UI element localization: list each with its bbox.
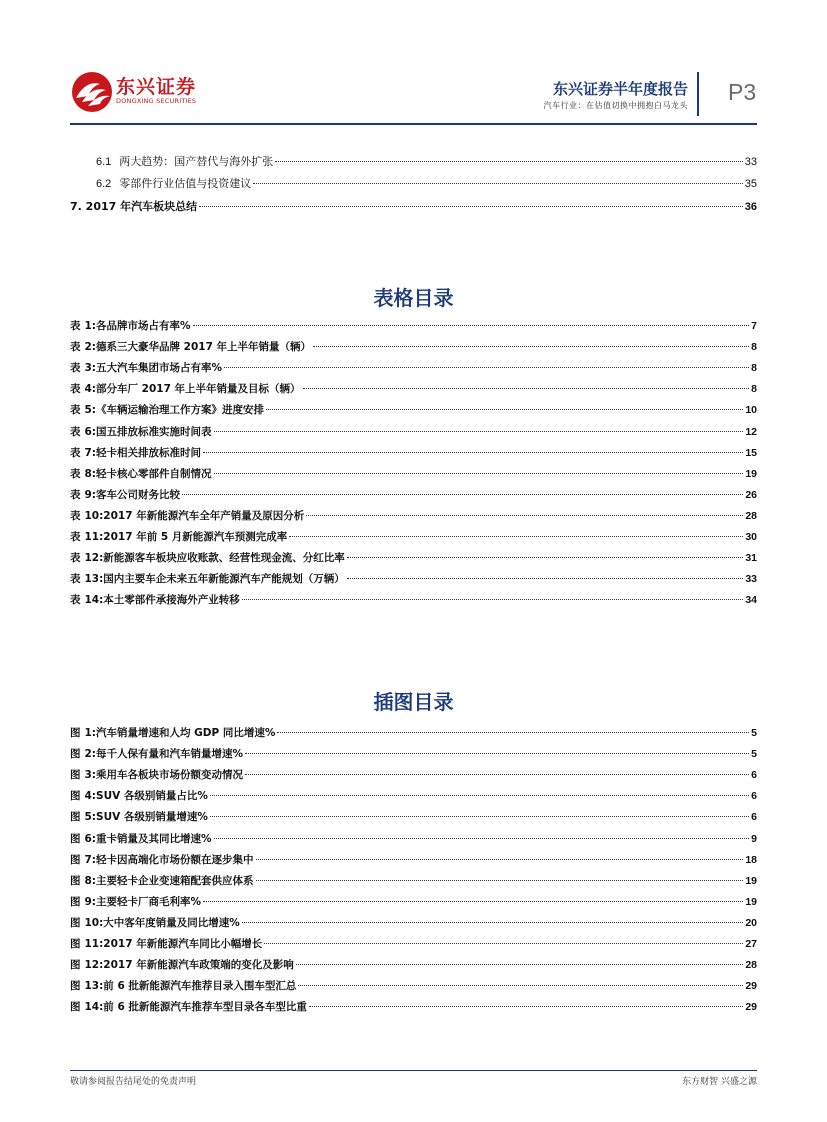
leader-dots xyxy=(347,578,744,579)
toc-entry-label: 10:大中客年度销量及同比增速% xyxy=(84,916,240,929)
toc-entry-prefix: 表 xyxy=(70,594,81,607)
toc-entry-prefix: 图 xyxy=(70,769,81,782)
toc-entry-page: 19 xyxy=(745,874,757,887)
toc-entry-label: 2:德系三大豪华品牌 2017 年上半年销量（辆） xyxy=(84,341,312,354)
leader-dots xyxy=(224,367,749,368)
leader-dots xyxy=(214,431,744,432)
toc-entry-label: 5:《车辆运输治理工作方案》进度安排 xyxy=(84,404,265,417)
toc-entry-page: 19 xyxy=(745,467,757,480)
toc-entry-page: 30 xyxy=(745,531,757,543)
toc-entry-label: 4:部分车厂 2017 年上半年销量及目标（辆） xyxy=(84,383,301,396)
toc-entry[interactable] xyxy=(70,873,757,891)
toc-entry[interactable] xyxy=(70,445,757,463)
toc-entry[interactable] xyxy=(96,153,757,171)
leader-dots xyxy=(214,838,750,839)
leader-dots xyxy=(275,161,742,162)
leader-dots xyxy=(313,346,749,347)
footer-rule xyxy=(70,1070,757,1071)
toc-entry-page: 31 xyxy=(745,552,757,565)
logo-english-name: DONGXING SECURITIES xyxy=(116,97,197,105)
toc-entry-page: 6 xyxy=(751,811,757,824)
leader-dots xyxy=(289,536,743,537)
toc-entry-label: 13:前 6 批新能源汽车推荐目录入围车型汇总 xyxy=(84,980,297,993)
leader-dots xyxy=(296,964,744,965)
toc-entry-label: 8:轻卡核心零部件自制情况 xyxy=(84,467,212,480)
leader-dots xyxy=(256,880,744,881)
toc-entry-prefix: 表 xyxy=(70,573,81,586)
toc-entry-label: 7:轻卡因高端化市场份额在逐步集中 xyxy=(84,853,254,866)
toc-entry-prefix: 图 xyxy=(70,916,81,929)
toc-entry-label: 14:本土零部件承接海外产业转移 xyxy=(84,594,240,607)
toc-entry-page: 36 xyxy=(744,201,757,213)
toc-entry-page: 19 xyxy=(745,895,757,908)
toc-entry-label: 9:客车公司财务比较 xyxy=(84,488,181,501)
toc-entry[interactable] xyxy=(70,550,757,568)
leader-dots xyxy=(306,515,743,516)
toc-entry[interactable] xyxy=(70,767,757,785)
page-header xyxy=(0,0,827,130)
toc-entry-page: 9 xyxy=(751,832,757,845)
toc-entry-label: 5:SUV 各级别销量增速% xyxy=(84,811,208,824)
toc-entry[interactable] xyxy=(70,402,757,420)
toc-entry-prefix: 图 xyxy=(70,832,81,845)
toc-entry[interactable] xyxy=(70,466,757,484)
figures-index-heading: 插图目录 xyxy=(373,690,454,714)
toc-entry-prefix: 图 xyxy=(70,1001,81,1014)
logo-chinese-name: 东兴证券 xyxy=(116,76,197,98)
toc-entry[interactable] xyxy=(70,487,757,505)
toc-entry[interactable] xyxy=(70,957,757,975)
toc-entry-prefix: 表 xyxy=(70,531,81,543)
leader-dots xyxy=(242,599,744,600)
leader-dots xyxy=(242,922,743,923)
toc-entry-prefix: 表 xyxy=(70,488,81,501)
toc-entry-prefix: 表 xyxy=(70,341,81,354)
leader-dots xyxy=(210,816,749,817)
toc-entry[interactable] xyxy=(70,381,757,399)
toc-entry-prefix: 图 xyxy=(70,727,81,739)
toc-entry-main[interactable] xyxy=(70,198,757,216)
tables-index-heading: 表格目录 xyxy=(373,286,454,310)
toc-entry-page: 12 xyxy=(745,425,757,438)
toc-entry-label: 7. 2017 年汽车板块总结 xyxy=(70,200,198,213)
toc-entry[interactable] xyxy=(96,175,757,193)
leader-dots xyxy=(203,901,743,902)
toc-entry-prefix: 图 xyxy=(70,959,81,972)
leader-dots xyxy=(347,557,744,558)
footer-slogan: 东方财智 兴盛之源 xyxy=(682,1077,757,1087)
leader-dots xyxy=(266,409,743,410)
toc-entry-label: 4:SUV 各级别销量占比% xyxy=(84,790,208,803)
report-title: 东兴证券半年度报告 xyxy=(552,80,688,98)
toc-entry-label: 3:五大汽车集团市场占有率% xyxy=(84,362,223,375)
leader-dots xyxy=(253,183,742,184)
leader-dots xyxy=(193,325,750,326)
toc-entry-page: 8 xyxy=(751,341,757,354)
toc-entry[interactable] xyxy=(70,999,757,1017)
leader-dots xyxy=(264,943,743,944)
toc-entry-label: 8:主要轻卡企业变速箱配套供应体系 xyxy=(84,874,254,887)
toc-entry-prefix: 图 xyxy=(70,980,81,993)
toc-entry-page: 28 xyxy=(745,959,757,972)
toc-entry-prefix: 图 xyxy=(70,938,81,950)
toc-entry-prefix: 图 xyxy=(70,895,81,908)
toc-entry-page: 10 xyxy=(745,404,757,417)
toc-entry-page: 26 xyxy=(745,488,757,501)
toc-entry-page: 33 xyxy=(745,573,757,586)
toc-entry[interactable] xyxy=(70,725,757,743)
footer-disclaimer: 敬请参阅报告结尾处的免责声明 xyxy=(70,1077,197,1087)
toc-entry-prefix: 表 xyxy=(70,425,81,438)
leader-dots xyxy=(199,206,743,207)
toc-entry-page: 6 xyxy=(751,790,757,803)
toc-entry-page: 7 xyxy=(751,320,757,332)
toc-entry-prefix: 图 xyxy=(70,790,81,803)
leader-dots xyxy=(298,985,743,986)
leader-dots xyxy=(303,388,750,389)
leader-dots xyxy=(309,1006,743,1007)
toc-entry-label: 14:前 6 批新能源汽车推荐车型目录各车型比重 xyxy=(84,1001,307,1014)
toc-entry-label: 11:2017 年前 5 月新能源汽车预测完成率 xyxy=(84,531,288,543)
toc-entry[interactable] xyxy=(70,894,757,912)
toc-entry[interactable] xyxy=(70,788,757,806)
page-number: P3 xyxy=(728,79,757,105)
toc-entry-label: 9:主要轻卡厂商毛利率% xyxy=(84,895,202,908)
report-subtitle: 汽车行业：在估值切换中拥抱白马龙头 xyxy=(543,101,688,110)
toc-entry[interactable] xyxy=(70,318,757,336)
leader-dots xyxy=(210,795,749,796)
toc-entry-label: 6:国五排放标准实施时间表 xyxy=(84,425,212,438)
toc-entry-page: 6 xyxy=(751,769,757,782)
toc-entry-page: 20 xyxy=(745,916,757,929)
toc-entry-label: 12:新能源客车板块应收账款、经营性现金流、分红比率 xyxy=(84,552,345,565)
leader-dots xyxy=(277,732,749,733)
toc-entry[interactable] xyxy=(70,936,757,954)
toc-entry[interactable] xyxy=(70,831,757,849)
toc-entry-page: 5 xyxy=(751,748,757,761)
toc-entry-page: 33 xyxy=(744,156,757,168)
leader-dots xyxy=(256,859,744,860)
toc-entry-page: 8 xyxy=(751,383,757,396)
toc-entry-page: 34 xyxy=(745,594,757,607)
toc-entry-label: 12:2017 年新能源汽车政策端的变化及影响 xyxy=(84,959,294,972)
toc-entry-page: 8 xyxy=(751,362,757,375)
toc-entry[interactable] xyxy=(70,508,757,526)
toc-entry-prefix: 表 xyxy=(70,320,81,332)
toc-entry-page: 28 xyxy=(745,509,757,522)
toc-entry[interactable] xyxy=(70,852,757,870)
toc-entry[interactable] xyxy=(70,529,757,547)
leader-dots xyxy=(245,774,749,775)
toc-entry[interactable] xyxy=(70,424,757,442)
toc-entry-prefix: 表 xyxy=(70,552,81,565)
toc-entry-prefix: 表 xyxy=(70,509,81,522)
dongxing-logo-icon xyxy=(70,70,114,114)
toc-entry-label: 11:2017 年新能源汽车同比小幅增长 xyxy=(84,938,263,950)
toc-entry[interactable] xyxy=(70,809,757,827)
toc-entry[interactable] xyxy=(70,746,757,764)
toc-entry-prefix: 表 xyxy=(70,404,81,417)
toc-entry-number: 6.2 xyxy=(96,178,112,190)
header-rule xyxy=(70,123,757,125)
toc-entry-label: 零部件行业估值与投资建议 xyxy=(119,177,252,190)
toc-entry-prefix: 图 xyxy=(70,811,81,824)
toc-entry[interactable] xyxy=(70,360,757,378)
toc-entry-label: 1:汽车销量增速和人均 GDP 同比增速% xyxy=(84,727,276,739)
toc-entry[interactable] xyxy=(70,339,757,357)
leader-dots xyxy=(203,452,743,453)
toc-entry-prefix: 表 xyxy=(70,362,81,375)
toc-entry-prefix: 图 xyxy=(70,853,81,866)
toc-entry[interactable] xyxy=(70,915,757,933)
toc-entry-label: 2:每千人保有量和汽车销量增速% xyxy=(84,748,244,761)
toc-entry-page: 35 xyxy=(744,178,757,190)
toc-entry-prefix: 表 xyxy=(70,383,81,396)
toc-entry-label: 6:重卡销量及其同比增速% xyxy=(84,832,212,845)
toc-entry-label: 1:各品牌市场占有率% xyxy=(84,320,191,332)
toc-entry-page: 29 xyxy=(745,1001,757,1014)
toc-entry-page: 15 xyxy=(745,446,757,459)
toc-entry-prefix: 表 xyxy=(70,467,81,480)
leader-dots xyxy=(245,753,749,754)
toc-entry-label: 10:2017 年新能源汽车全年产销量及原因分析 xyxy=(84,509,305,522)
toc-entry-prefix: 图 xyxy=(70,748,81,761)
toc-entry[interactable] xyxy=(70,592,757,610)
toc-entry-label: 7:轻卡相关排放标准时间 xyxy=(84,446,202,459)
toc-entry[interactable] xyxy=(70,978,757,996)
toc-entry-page: 18 xyxy=(745,853,757,866)
company-logo xyxy=(70,70,210,114)
toc-entry-page: 29 xyxy=(745,980,757,993)
toc-entry-label: 13:国内主要车企未来五年新能源汽车产能规划（万辆） xyxy=(84,573,345,586)
toc-entry[interactable] xyxy=(70,571,757,589)
leader-dots xyxy=(214,473,744,474)
toc-entry-number: 6.1 xyxy=(96,156,112,168)
toc-entry-page: 27 xyxy=(745,938,757,950)
toc-entry-label: 两大趋势：国产替代与海外扩张 xyxy=(119,155,274,168)
toc-entry-page: 5 xyxy=(751,727,757,739)
toc-entry-prefix: 表 xyxy=(70,446,81,459)
toc-entry-prefix: 图 xyxy=(70,874,81,887)
leader-dots xyxy=(182,494,743,495)
header-divider xyxy=(697,72,699,116)
toc-entry-label: 3:乘用车各板块市场份额变动情况 xyxy=(84,769,244,782)
